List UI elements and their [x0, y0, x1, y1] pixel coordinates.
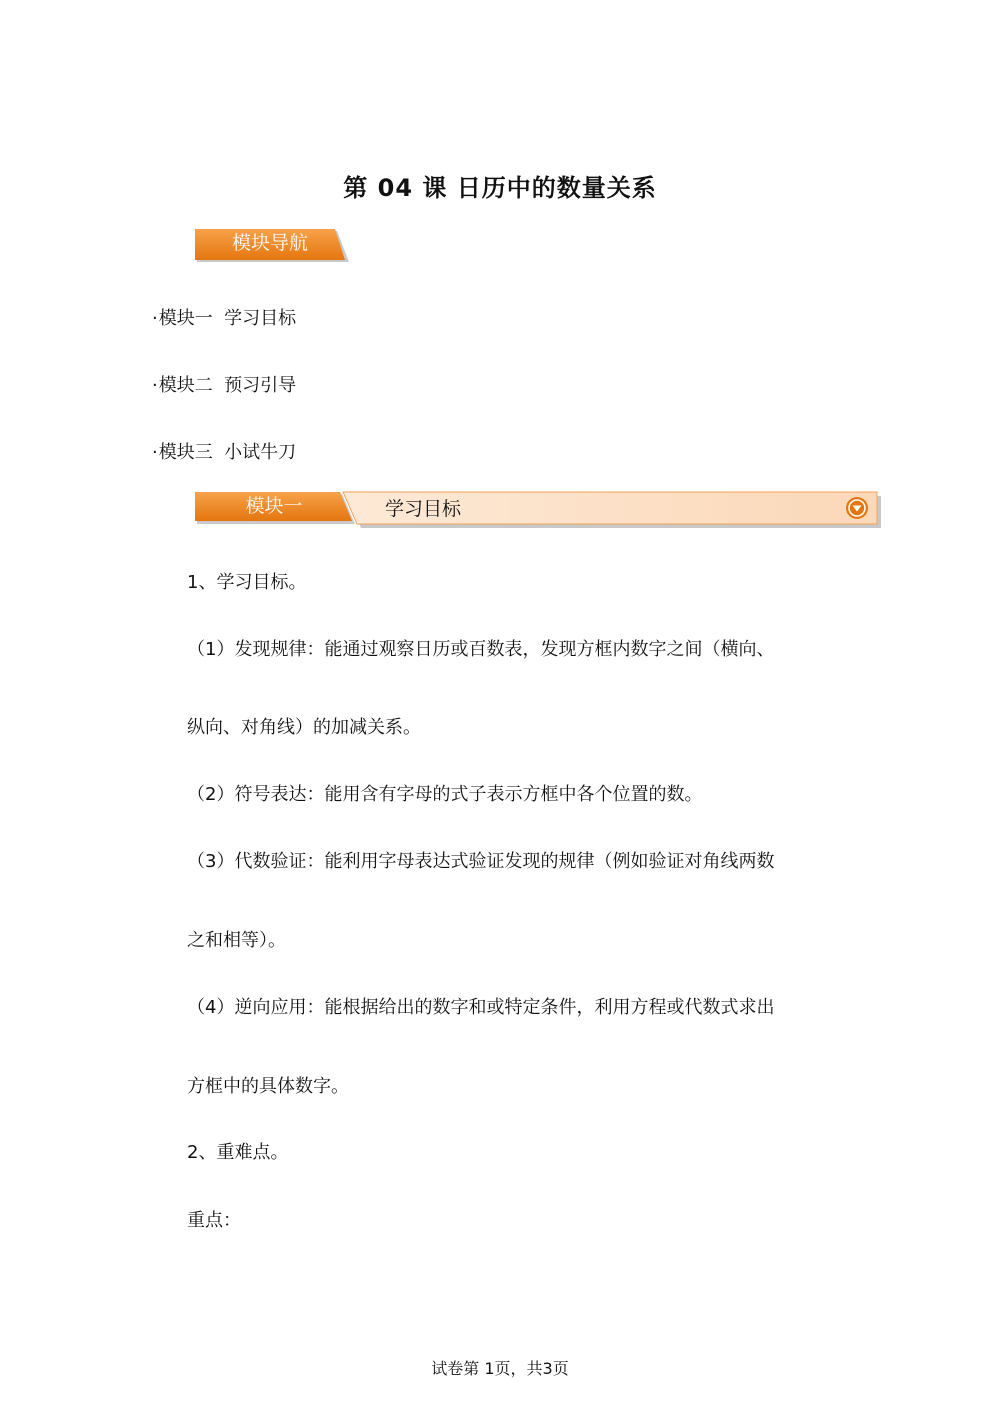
toc-item-module-2[interactable]	[152, 374, 296, 398]
page-footer: 试卷第 1页，共3页	[431, 1359, 569, 1378]
objective-4-line-1: （4）逆向应用：能根据给出的数字和或特定条件，利用方程或代数式求出	[187, 997, 775, 1018]
chevron-down-circle-icon[interactable]	[845, 496, 869, 520]
toc-bullet: ·	[152, 442, 158, 463]
key-points-label: 重点：	[187, 1210, 241, 1231]
objective-2: （2）符号表达：能用含有字母的式子表示方框中各个位置的数。	[187, 784, 703, 805]
toc-bullet: ·	[152, 375, 158, 396]
toc-bullet: ·	[152, 308, 158, 329]
toc-item-label: 模块一 学习目标	[158, 308, 297, 329]
toc-item-label: 模块三 小试牛刀	[158, 442, 297, 463]
toc-item-module-3[interactable]	[152, 441, 296, 465]
objective-4-line-2: 方框中的具体数字。	[187, 1076, 349, 1097]
toc-item-module-1[interactable]	[152, 307, 296, 331]
toc-item-label: 模块二 预习引导	[158, 375, 297, 396]
objective-1-line-2: 纵向、对角线）的加减关系。	[187, 717, 421, 738]
objective-1-line-1: （1）发现规律：能通过观察日历或百数表，发现方框内数字之间（横向、	[187, 639, 775, 660]
objective-3-line-2: 之和相等）。	[187, 930, 286, 951]
module-navigation-banner	[195, 227, 350, 263]
objective-3-line-1: （3）代数验证：能利用字母表达式验证发现的规律（例如验证对角线两数	[187, 851, 775, 872]
objectives-heading: 1、学习目标。	[187, 572, 307, 593]
module-banner-title: 学习目标	[385, 498, 462, 520]
module-one-banner	[195, 490, 885, 530]
nav-banner-label: 模块导航	[231, 232, 308, 254]
key-difficult-points-heading: 2、重难点。	[187, 1142, 289, 1163]
page-title: 第 04 课 日历中的数量关系	[343, 174, 657, 202]
module-banner-number: 模块一	[245, 495, 303, 517]
